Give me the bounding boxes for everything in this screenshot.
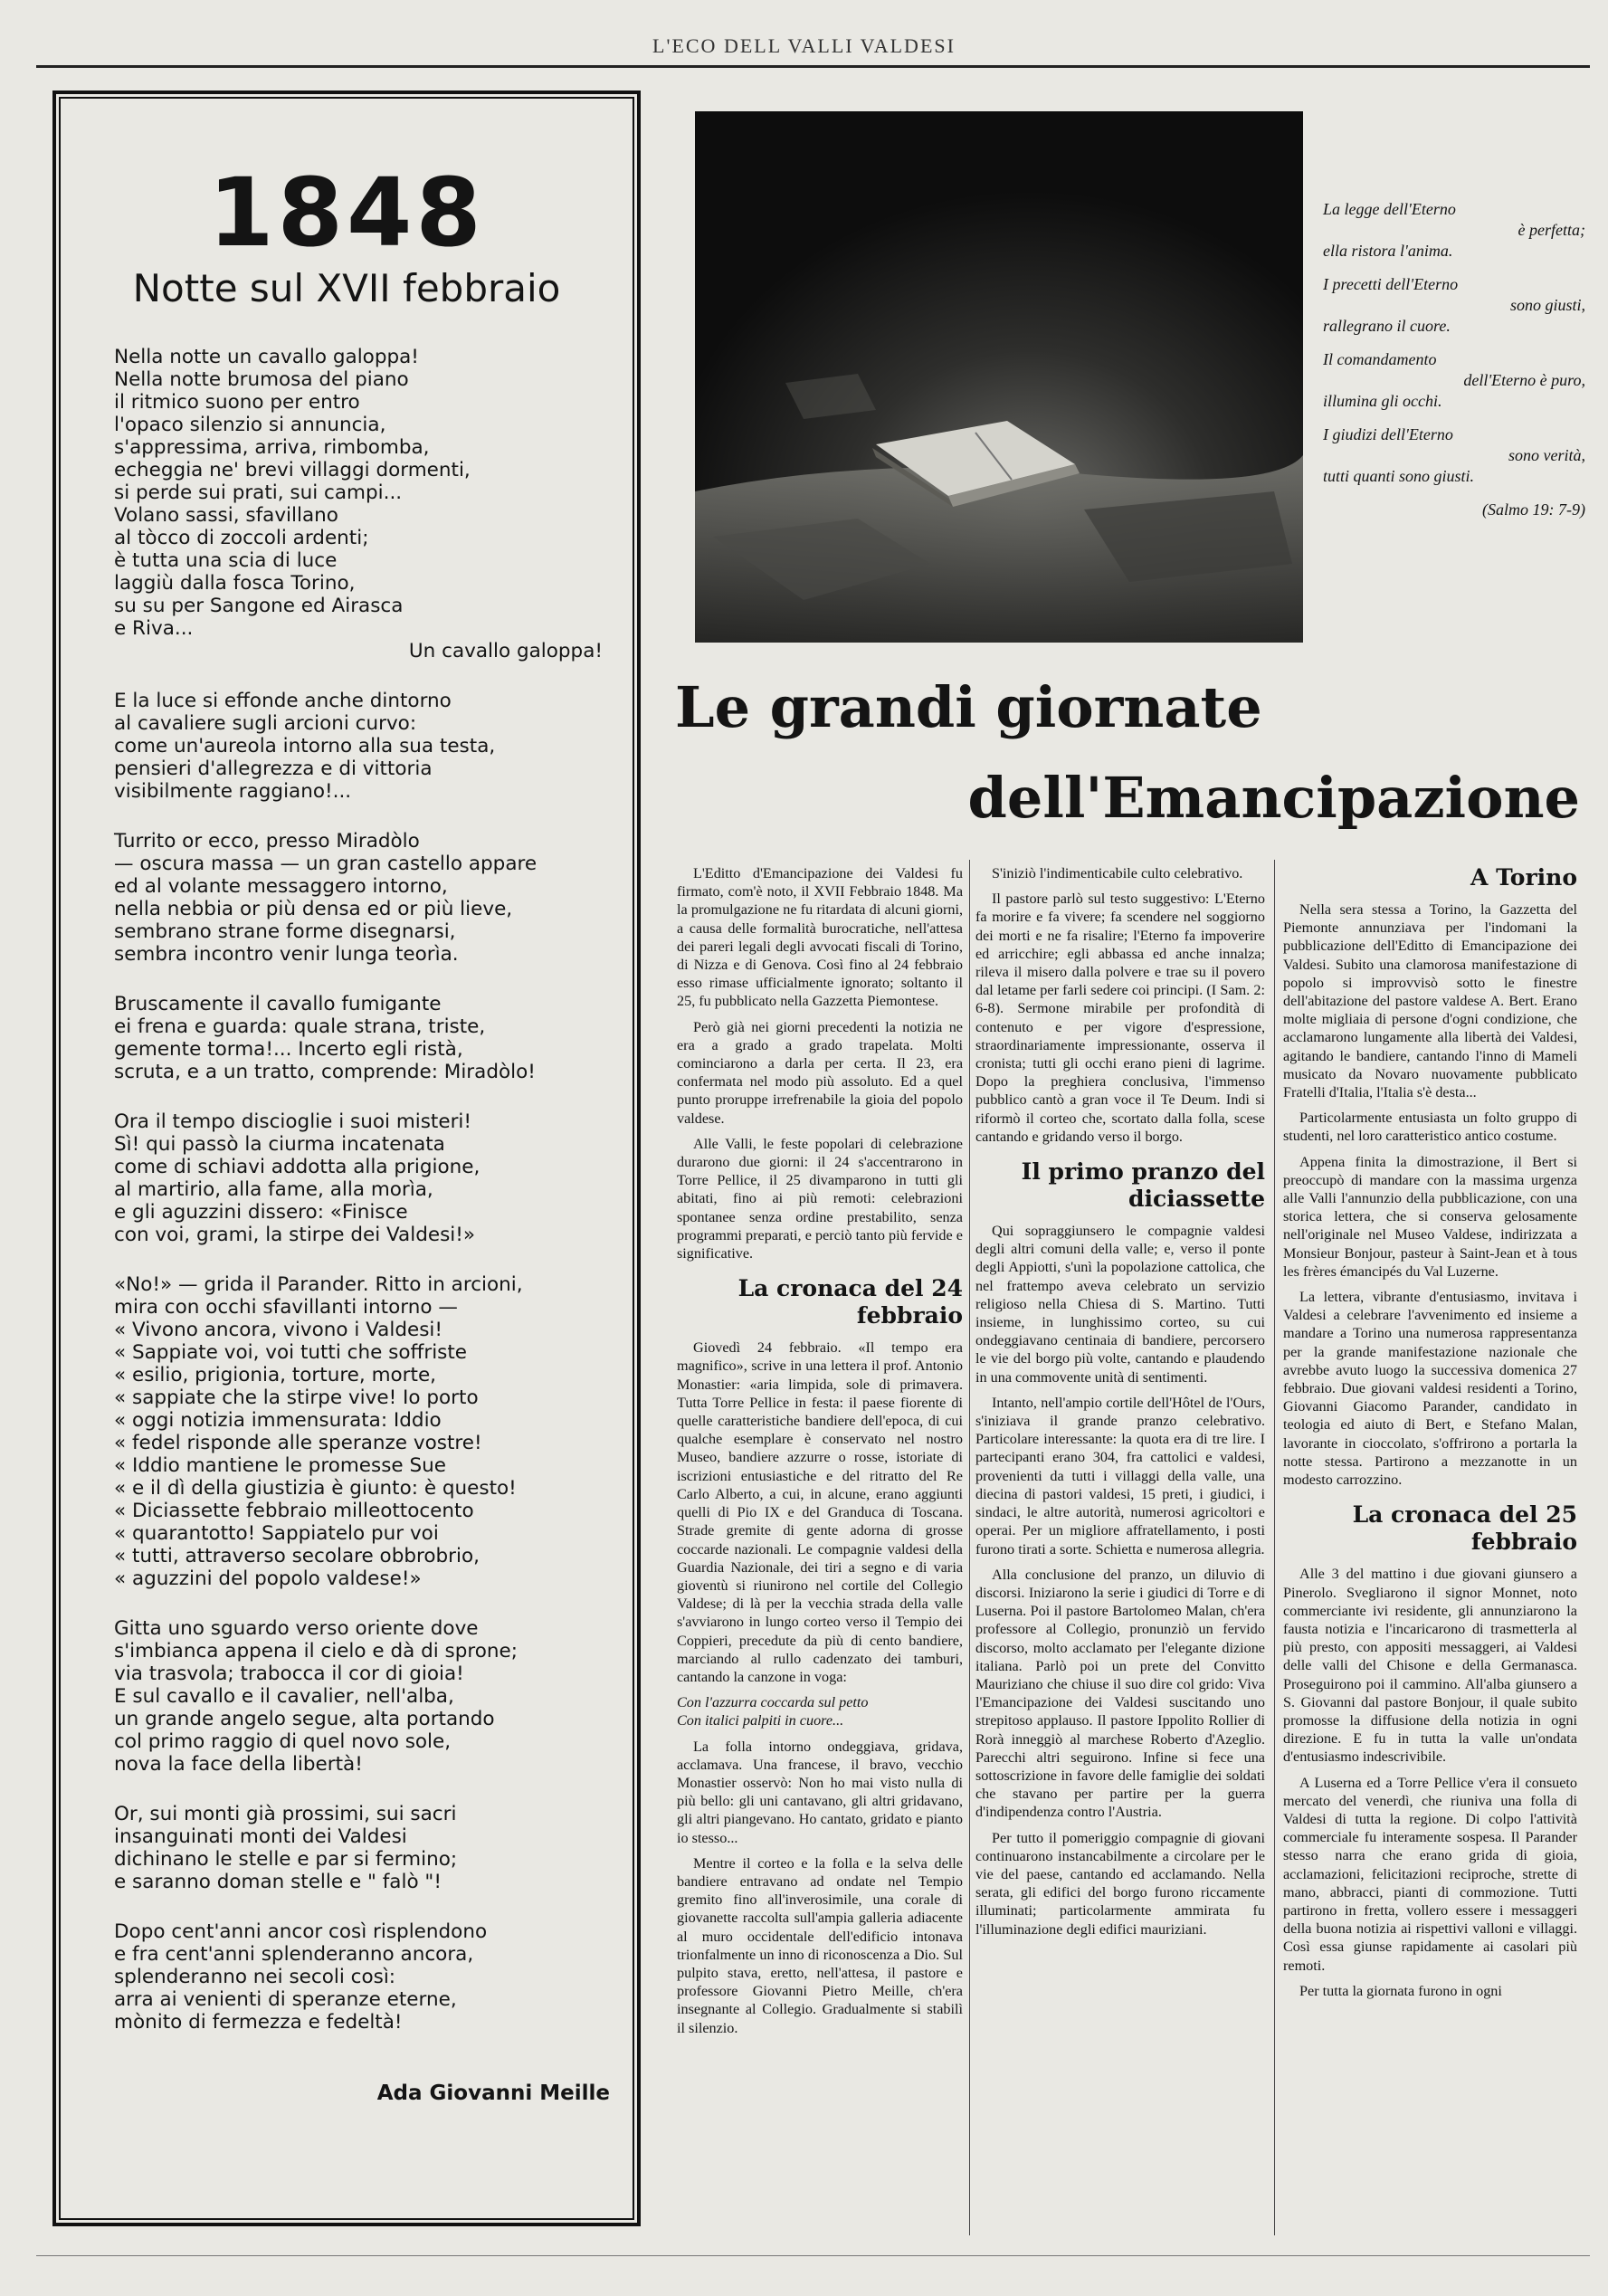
poem-line: via trasvola; trabocca il cor di gioia! [114,1662,464,1685]
poem-line: laggiù dalla fosca Torino, [114,572,356,595]
poem-line: Or, sui monti già prossimi, sui sacri [114,1803,457,1825]
poem-line: nova la face della libertà! [114,1753,363,1776]
poem-stanza [114,1920,603,2034]
poem-stanza [114,1803,603,1893]
poem-line: e gli aguzzini dissero: «Finisce [114,1201,408,1224]
article-column-1 [677,864,963,2240]
poem-subtitle: Notte sul XVII febbraio [132,266,561,310]
poem-line: s'appressima, arriva, rimbomba, [114,436,430,459]
psalm-line: ella ristora l'anima. [1323,242,1453,260]
article-column-3 [1283,864,1577,2240]
article-paragraph: Per tutta la giornata furono in ogni [1299,1982,1502,1999]
poem-box [52,91,641,2226]
psalm-line: è perfetta; [1518,221,1585,239]
poem-line: Gitta uno sguardo verso oriente dove [114,1617,479,1640]
section-heading-torino: A Torino [1470,864,1577,891]
poem-line: al cavaliere sugli arcioni curvo: [114,712,417,735]
section-heading-primo-pranzo: Il primo pranzo del diciassette [1021,1158,1265,1213]
poem-line: Ora il tempo discioglie i suoi misteri! [114,1110,472,1133]
poem-text [114,346,603,2061]
poem-line: E la luce si effonde anche dintorno [114,690,452,712]
poem-line: «No!» — grida il Parander. Ritto in arcioni, [114,1273,523,1296]
poem-author: Ada Giovanni Meille [376,2082,610,2105]
article-paragraph: Qui sopraggiunsero le compagnie valdesi degli altri comuni della valle; e, verso il ponte degli Appiotti, s'unì la popolazione cattolica, che nel frattempo aveva celebrato un servizio religioso nella Chiesa di S. Martino. Tutti insieme, in lunghissimo corteo, su cui ondeggiavano centinaia di bandiere, percorsero le vie del borgo più volte, cantando e plaudendo in una commovente unità di sentimenti. [975,1223,1265,1386]
poem-line: si perde sui prati, sui campi... [114,481,403,504]
poem-line: mira con occhi sfavillanti intorno — [114,1296,458,1319]
psalm-gap [1323,487,1585,500]
psalm-line: La legge dell'Eterno [1323,200,1456,218]
bottom-rule [36,2255,1590,2256]
poem-line: sembra incontro venir lunga teorìa. [114,943,459,966]
poem-line: scruta, e a un tratto, comprende: Miradòlo! [114,1061,536,1083]
poem-line: echeggia ne' brevi villaggi dormenti, [114,459,471,481]
poem-line: « fedel risponde alle speranze vostre! [114,1432,482,1454]
bible-photo-illustration [695,111,1303,643]
poem-line: dichinano le stelle e par si fermino; [114,1848,458,1871]
poem-line: « Sappiate voi, voi tutti che soffriste [114,1341,468,1364]
poem-line: mònito di fermezza e fedeltà! [114,2011,403,2034]
poem-line: e saranno doman stelle e " falò "! [114,1871,442,1893]
poem-refrain: Un cavallo galoppa! [408,640,603,662]
poem-stanza [114,346,603,662]
headline-line1: Le grandi giornate [675,674,1262,740]
poem-line: Turrito or ecco, presso Miradòlo [114,830,420,853]
section-heading-cronaca-25: La cronaca del 25 febbraio [1352,1501,1577,1556]
poem-line: su su per Sangone ed Airasca [114,595,404,617]
psalm-gap [1323,337,1585,349]
poem-line: un grande angelo segue, alta portando [114,1708,495,1730]
article-paragraph: Per tutto il pomeriggio compagnie di giovani continuarono instancabilmente a circolare per le vie del paese, cantando ed acclamando. Nella serata, gli edifici del borgo furono riccamente illuminati; particolarmente ammirata fu l'illuminazione degli edifici mauriziani. [975,1829,1265,1938]
psalm-line: tutti quanti sono giusti. [1323,467,1475,485]
article-column-2 [975,864,1265,2240]
poem-line: gemente torma!... Incerto egli ristà, [114,1038,463,1061]
poem-stanza [114,1273,603,1590]
poem-line: e Riva... [114,617,194,640]
column-divider [969,860,970,2235]
article-paragraph: Appena finita la dimostrazione, il Bert si preoccupò di mandare con la massima urgenza alle Valli l'annunzio della pubblicazione, con una storica lettera, che si conserva gelosamente nell'originale nel Museo Valdese, indirizzata a Monsieur Bonjour, pasteur à Saint-Jean et à tous les frères émancipés du Val Luzerne. [1283,1153,1577,1280]
poem-line: Dopo cent'anni ancor così risplendono [114,1920,488,1943]
psalm-line: dell'Eterno è puro, [1463,371,1585,389]
poem-line: Bruscamente il cavallo fumigante [114,993,442,1015]
poem-line: « oggi notizia immensurata: Iddio [114,1409,442,1432]
poem-line: ed al volante messaggero intorno, [114,875,448,898]
poem-stanza [114,690,603,803]
poem-line: sembrano strane forme disegnarsi, [114,920,456,943]
masthead: L'ECO DELL VALLI VALDESI [652,34,956,57]
article-paragraph: Alla conclusione del pranzo, un diluvio di discorsi. Iniziarono la serie i giudici di Torre e di Luserna. Poi il pastore Bartolomeo Malan, ch'era professore al Collegio, pronunziò un fervido discorso, molto acclamato per l'elegante dizione italiana. Parlò poi un prete del Convitto Mauriziano che chiuse il suo dire col grido: Viva l'Emancipazione dei Valdesi suscitando uno strepitoso applauso. Il pastore Ippolito Rollier di Rorà inneggiò al marchese Roberto d'Azeglio. Parecchi altri seguirono. Infine si fece una sottoscrizione in favore delle famiglie dei soldati che stavano per partire per la guerra d'indipendenza contro l'Austria. [975,1566,1265,1821]
article-paragraph: Il pastore parlò sul testo suggestivo: L'Eterno fa morire e fa vivere; fa scendere nel soggiorno dei morti e ne fa risalire; l'Eterno fa impoverire ed arricchire; egli abbassa ed anche innalza; rileva il misero dalla polvere e trae su il povero dal letame per farli sedere coi principi. (I Sam. 2: 6-8). Sermone mirabile per profondità di contenuto e per vigore d'espressione, straordinariamente impressionante, osserva il cronista; tutti gli occhi erano pieni di lagrime. Dopo la preghiera conclusiva, l'immenso pubblico cantò a gran voce il Te Deum. Indi si riformò il corteo che, scortato dalla folla, scese cantando e gridando verso il borgo. [975,891,1265,1145]
article-verse: Con l'azzurra coccarda sul petto Con italici palpiti in cuore... [677,1694,869,1729]
poem-line: al tòcco di zoccoli ardenti; [114,527,369,549]
poem-line: col primo raggio di quel novo sole, [114,1730,452,1753]
article-paragraph: Intanto, nell'ampio cortile dell'Hôtel de l'Ours, s'iniziava il grande pranzo celebrativo. Particolare interessante: la quota era di tre lire. I partecipanti erano 304, fra cattolici e valdesi, provenienti da tutti i villaggi della valle, una diecina di pastori valdesi, 15 preti, i giudici, i sindaci, le altre autorità, numerosi agricoltori e operai. Per un migliore affratellamento, i posti furono tirati a sorte. Schietta e numerosa allegria. [975,1394,1265,1558]
article-paragraph: Però già nei giorni precedenti la notizia ne era a grado a grado trapelata. Molti cominciarono a darla per certa. Il 23, era confermata nel modo più assoluto. Ed a quel punto proruppe irrefrenabile la gioia del popolo valdese. [677,1018,963,1127]
poem-line: il ritmico suono per entro [114,391,360,414]
poem-line: come un'aureola intorno alla sua testa, [114,735,496,757]
poem-line: nella nebbia or più densa ed or più lieve, [114,898,513,920]
poem-line: « Iddio mantiene le promesse Sue [114,1454,446,1477]
photo-open-bible [695,111,1303,643]
article-paragraph: La lettera, vibrante d'entusiasmo, invitava i Valdesi a celebrare l'avvenimento ed insieme a mandare a Torino una numerosa rappresentanza per la grande manifestazione nazionale che avrebbe avuto luogo la successiva domenica 27 febbraio. Due giovani valdesi residenti a Torino, Giovanni Giacomo Parander, candidato in teologia ed aiuto di Bert, e Stefano Malan, lavorante in cioccolato, s'offrirono a portarla la notte stessa. Partirono a mezzanotte in un modesto carrozzino. [1283,1289,1577,1489]
poem-line: « quarantotto! Sappiatelo pur voi [114,1522,439,1545]
psalm-line: (Salmo 19: 7-9) [1482,500,1585,519]
poem-line: « sappiate che la stirpe vive! Io porto [114,1386,479,1409]
psalm-line: rallegrano il cuore. [1323,317,1451,335]
poem-line: s'imbianca appena il cielo e dà di sprone; [114,1640,519,1662]
poem-line: « e il dì della giustizia è giunto: è questo! [114,1477,517,1500]
poem-line: Nella notte brumosa del piano [114,368,409,391]
poem-line: ei frena e guarda: quale strana, triste, [114,1015,486,1038]
article-paragraph: Alle Valli, le feste popolari di celebrazione durarono due giorni: il 24 s'accentrarono in Torre Pellice, il 25 divamparono in tutti gli abitati, fino ai più remoti: celebrazioni spontanee senza ordine prestabilito, senza programmi preparati, e perciò tanto più fervide e significative. [677,1135,963,1262]
poem-line: E sul cavallo e il cavalier, nell'alba, [114,1685,454,1708]
poem-line: è tutta una scia di luce [114,549,338,572]
poem-line: Sì! qui passò la ciurma incatenata [114,1133,445,1156]
article-paragraph: Nella sera stessa a Torino, la Gazzetta del Piemonte annunziava per l'indomani la pubblicazione dell'Editto di Emancipazione dei Valdesi. Subito una clamorosa manifestazione di popolo si improvvisò sotto le finestre dell'abitazione del pastore valdese A. Bert. Erano molte migliaia di persone d'ogni condizione, che acclamarono lungamente alla libertà dei Valdesi, agitando le bandiere, cantando l'inno di Mameli musicato da Novaro nuovamente pubblicato Fratelli d'Italia, l'Italia s'è desta... [1283,901,1577,1101]
poem-line: « Vivono ancora, vivono i Valdesi! [114,1319,443,1341]
poem-line: visibilmente raggiano!... [114,780,352,803]
poem-line: e fra cent'anni splenderanno ancora, [114,1943,474,1966]
poem-line: arra ai venienti di speranze eterne, [114,1988,457,2011]
poem-stanza [114,830,603,966]
poem-line: insanguinati monti dei Valdesi [114,1825,407,1848]
article-paragraph: Alle 3 del mattino i due giovani giunsero a Pinerolo. Svegliarono il signor Monnet, noto commerciante ivi residente, gli annunziarono la fausta notizia e l'incaricarono di trasmetterla al più presto, con appositi messaggeri, ai Valdesi delle valli del Chisone e della Germanasca. Proseguirono poi il cammino. All'alba giunsero a S. Giovanni dal pastore Bonjour, il quale subito promosse la diffusione della notizia in ogni direzione. E fu in tutta la valle un'ondata d'entusiasmo indescrivibile. [1283,1566,1577,1766]
poem-line: « Diciassette febbraio milleottocento [114,1500,474,1522]
article-paragraph: Particolarmente entusiasta un folto gruppo di studenti, nel loro caratteristico antico costume. [1283,1110,1577,1145]
psalm-quote [1323,199,1585,520]
poem-stanza [114,993,603,1083]
poem-line: « tutti, attraverso secolare obbrobrio, [114,1545,480,1567]
section-heading-cronaca-24: La cronaca del 24 febbraio [737,1275,963,1329]
psalm-line: illumina gli occhi. [1323,392,1442,410]
column-divider [1274,860,1275,2235]
article-paragraph: Mentre il corteo e la folla e la selva delle bandiere entravano ad ondate nel Tempio gremito fino all'inverosimile, una corale di giovanette raccolta sull'ampia galleria adiacente al muro occidentale dell'edificio intonava trionfalmente un inno di riconoscenza a Dio. Sul pulpito stava, eretto, nell'attesa, il pastore e professore Giovanni Pietro Meille, ch'era insegnante al Collegio. Gradualmente si stabilì il silenzio. [677,1854,963,2036]
poem-line: pensieri d'allegrezza e di vittoria [114,757,433,780]
poem-line: — oscura massa — un gran castello appare [114,853,538,875]
psalm-gap [1323,412,1585,424]
poem-line: Volano sassi, sfavillano [114,504,338,527]
poem-line: come di schiavi addotta alla prigione, [114,1156,480,1178]
psalm-line: I giudizi dell'Eterno [1323,425,1453,443]
article-paragraph: La folla intorno ondeggiava, gridava, acclamava. Una francese, il bravo, vecchio Monastier osservò: Non ho mai visto nulla di più bello: gli uni cantavano, gli altri gridavano, gli altri piangevano. Ho cantato, gridato e pianto io stesso... [677,1738,963,1846]
article-paragraph: A Luserna ed a Torre Pellice v'era il consueto mercato del venerdì, che riuniva una folla di Valdesi di tutta la regione. Di colpo l'attività commerciale fu interamente sospesa. Il Parander stesso narra che erano grida di gioia, acclamazioni, felicitazioni reciproche, strette di mano, abbracci, pianti di commozione. Tutti partirono in fretta, vollero essere i messaggeri della buona notizia ai rispettivi valloni e villaggi. Così essa giunse rapidamente ai casolari più remoti. [1283,1774,1577,1974]
top-rule [36,65,1590,68]
psalm-line: sono giusti, [1509,296,1585,314]
poem-stanza [114,1110,603,1246]
psalm-line: I precetti dell'Eterno [1323,275,1459,293]
poem-year: 1848 [208,157,485,268]
psalm-line: Il comandamento [1323,350,1437,368]
poem-line: Nella notte un cavallo galoppa! [114,346,419,368]
article-paragraph: S'iniziò l'indimenticabile culto celebrativo. [992,865,1243,881]
poem-line: « esilio, prigionia, torture, morte, [114,1364,437,1386]
psalm-line: sono verità, [1508,446,1585,464]
article-paragraph: L'Editto d'Emancipazione dei Valdesi fu firmato, com'è noto, il XVII Febbraio 1848. Ma la promulgazione ne fu ritardata di alcuni giorni, a causa delle formalità burocratiche, nell'attesa dei pareri legali degli avvocati fiscali di Torino, di Nizza e di Genova. Così fino al 24 febbraio esso rimase ufficialmente ignorato; soltanto il 25, fu pubblicato nella Gazzetta Piemontese. [677,865,963,1010]
poem-stanza [114,1617,603,1776]
headline-line2: dell'Emancipazione [967,765,1580,831]
psalm-gap [1323,262,1585,274]
poem-line: splenderanno nei secoli così: [114,1966,396,1988]
article-paragraph: Giovedì 24 febbraio. «Il tempo era magnifico», scrive in una lettera il prof. Antonio Monastier: «aria limpida, sole di primavera. Tutta Torre Pellice in festa: il paese fiorente di quelle caratteristiche bandiere dell'epoca, di cui qualche esemplare è conservato nel nostro Museo, bandiere azzurre o rosse, istoriate di iscrizioni entusiastiche e del ritratto del Re Carlo Alberto, a cui, in alcune, erano aggiunti quelli di Pio IX e del Granduca di Toscana. Strade gremite di gente adorna di grosse coccarde nazionali. Le compagnie valdesi della Guardia Nazionale, dei tiri a segno e di varia gioventù si riunirono nel cortile del Collegio Valdese; di là per la vecchia strada della valle s'avviarono in lungo corteo verso il Tempio dei Coppieri, precedute da più di cento bandiere, marciando al rullo cadenzato dei tamburi, cantando la canzone in voga: [677,1339,963,1685]
poem-line: l'opaco silenzio si annuncia, [114,414,386,436]
poem-line: « aguzzini del popolo valdese!» [114,1567,422,1590]
poem-line: con voi, grami, la stirpe dei Valdesi!» [114,1224,476,1246]
poem-line: al martirio, alla fame, alla morìa, [114,1178,433,1201]
